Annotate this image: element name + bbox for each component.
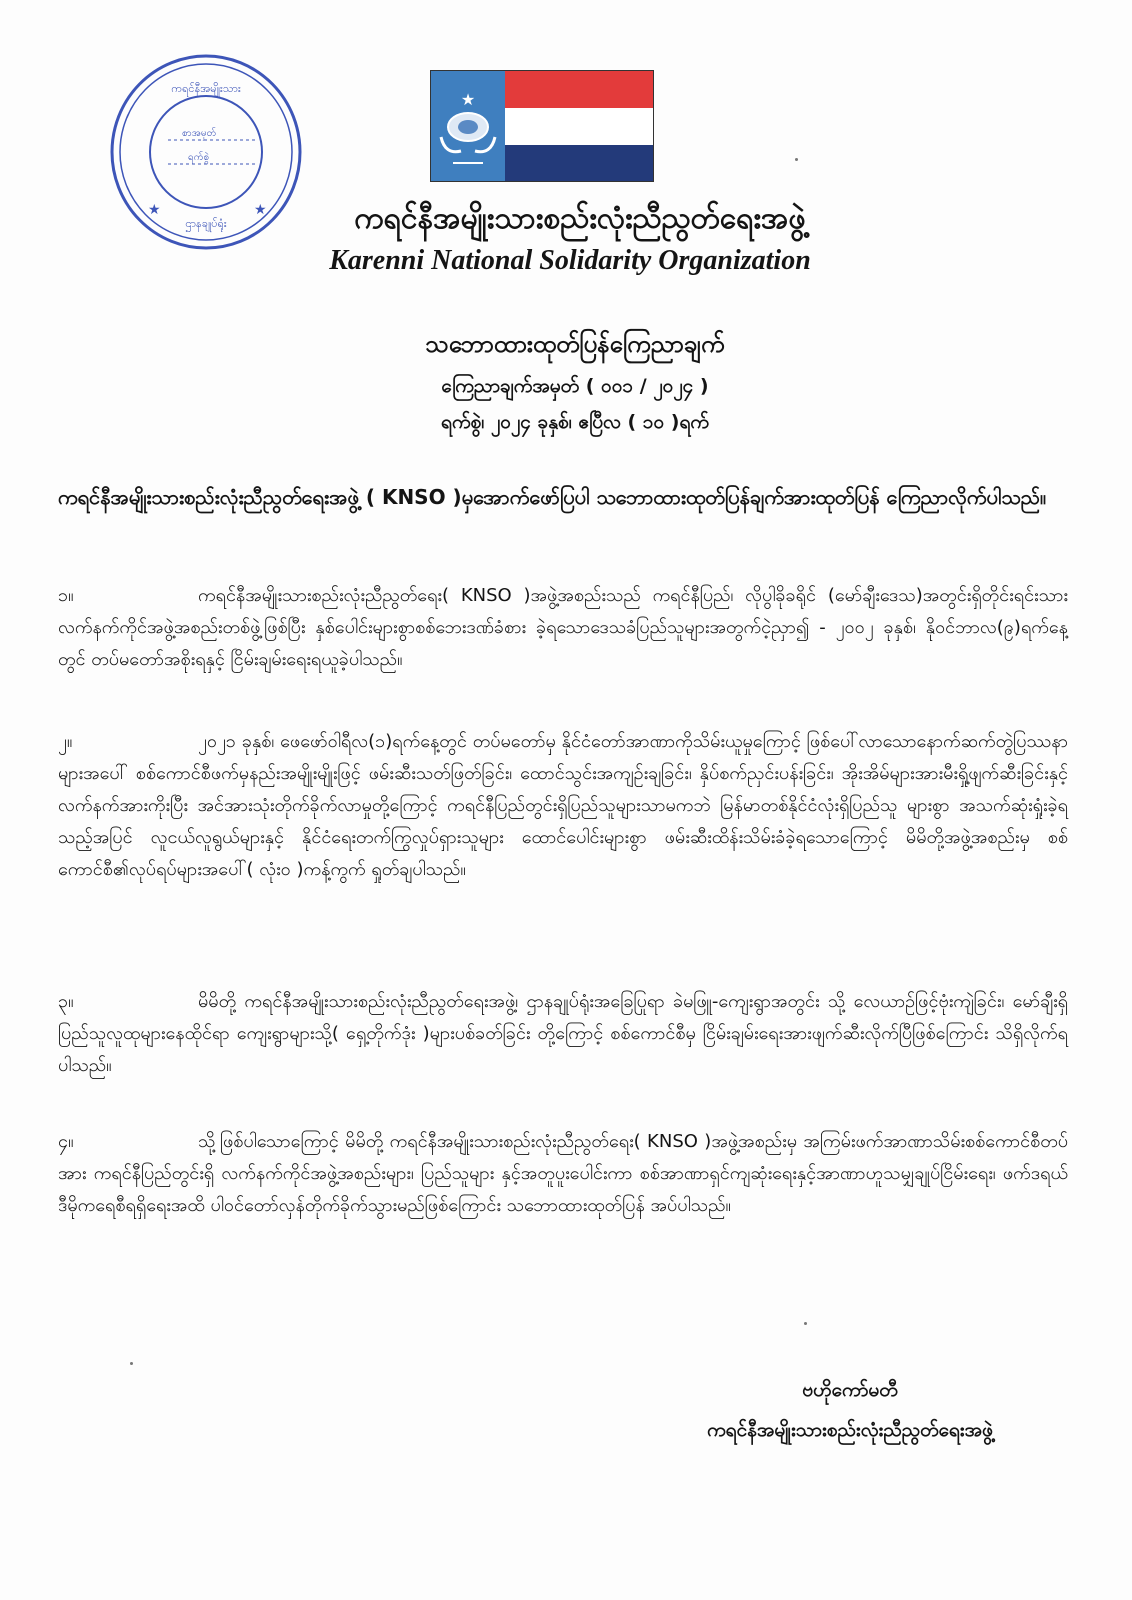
paragraph-1	[58, 580, 1068, 676]
paragraph-number: ၃။	[58, 991, 74, 1012]
paragraph-number: ၂။	[58, 731, 73, 752]
scan-speck	[795, 158, 798, 161]
svg-text:ရက်စွဲ: ရက်စွဲ	[188, 152, 210, 163]
paragraph-3	[58, 986, 1068, 1082]
organization-flag	[430, 70, 654, 182]
paragraph-text: ၂၀၂၁ ခုနှစ်၊ ဖေဖော်ဝါရီလ(၁)ရက်နေ့တွင် တပ်မတော်မှ နိုင်ငံတော်အာဏာကိုသိမ်းယူမှုကြောင့် ဖြစ်ပေါ်လာသောနောက်ဆက်တွဲပြဿနာများအပေါ် စစ်ကောင်စီဖက်မှနည်းအမျိုးမျိုးဖြင့် ဖမ်းဆီးသတ်ဖြတ်ခြင်း၊ ထောင်သွင်းအကျဉ်းချခြင်း၊ နှိပ်စက်ညှင်းပန်းခြင်း၊ အိုးအိမ်များအားမီးရှို့ဖျက်ဆီးခြင်းနှင့် လက်နက်အားကိုးပြီး အင်အားသုံးတိုက်ခိုက်လာမှုတို့ကြောင့် ကရင်နီပြည်တွင်းရှိပြည်သူများသာမကဘဲ မြန်မာတစ်နိုင်ငံလုံးရှိပြည်သူ များစွာ အသက်ဆုံးရှုံးခဲ့ရသည့်အပြင် လူငယ်လူရွယ်များနှင့် နိုင်ငံရေးတက်ကြွလှုပ်ရှားသူများ ထောင်ပေါင်းများစွာ ဖမ်းဆီးထိန်းသိမ်းခံခဲ့ရသောကြောင့် မိမိတို့အဖွဲ့အစည်းမှ စစ်ကောင်စီ၏လုပ်ရပ်များအပေါ်( လုံး၀ )ကန့်ကွက် ရှုတ်ချပါသည်။	[58, 731, 1068, 880]
scan-speck	[804, 1322, 807, 1325]
flag-navy-stripe	[505, 145, 653, 181]
paragraph-number: ၁။	[58, 585, 74, 606]
paragraph-text: မိမိတို့ ကရင်နီအမျိုးသားစည်းလုံးညီညွတ်ရေးအဖွဲ့၊ ဌာနချုပ်ရုံးအခြေပြုရာ ခဲမဖြူ-ကျေးရွာအတွင်း သို့ လေယာဉ်ဖြင့်ဗုံးကျဲခြင်း၊ မော်ချီးရှိပြည်သူလူထုများနေထိုင်ရာ ကျေးရွာများသို့( ရှေ့တိုက်ဒုံး )များပစ်ခတ်ခြင်း တို့ကြောင့် စစ်ကောင်စီမှ ငြိမ်းချမ်းရေးအားဖျက်ဆီးလိုက်ပြီဖြစ်ကြောင်း သိရှိလိုက်ရပါသည်။	[58, 991, 1068, 1076]
org-name-myanmar: ကရင်နီအမျိုးသားစည်းလုံးညီညွတ်ရေးအဖွဲ့	[354, 201, 806, 236]
statement-ref: ကြေညာချက်အမှတ် ( ၀၀၁ / ၂၀၂၄ )	[441, 375, 709, 397]
intro-paragraph: ကရင်နီအမျိုးသားစည်းလုံးညီညွတ်ရေးအဖွဲ့ ( KNSO )မှအောက်ဖော်ပြပါ သဘောထားထုတ်ပြန်ချက်အားထုတ်ပြန် ကြေညာလိုက်ပါသည်။	[58, 485, 1047, 509]
svg-text:ကရင်နီအမျိုးသား: ကရင်နီအမျိုးသား	[171, 82, 241, 95]
org-name-english: Karenni National Solidarity Organization	[329, 245, 811, 276]
paragraph-2	[58, 726, 1068, 886]
svg-text:★: ★	[460, 90, 476, 109]
paragraph-4	[58, 1126, 1068, 1222]
signature-title: ဗဟိုကော်မတီ	[802, 1379, 898, 1401]
statement-heading	[240, 328, 910, 438]
official-seal	[108, 52, 304, 252]
flag-emblem-icon	[431, 71, 505, 181]
flag-white-stripe	[505, 108, 653, 145]
scan-speck	[130, 1362, 133, 1365]
paragraph-text: ကရင်နီအမျိုးသားစည်းလုံးညီညွတ်ရေး( KNSO )အဖွဲ့အစည်းသည် ကရင်နီပြည်၊ လိုပွါခိုခရိုင် (မော်ချီးဒေသ)အတွင်းရှိတိုင်းရင်းသားလက်နက်ကိုင်အဖွဲ့အစည်းတစ်ဖွဲ့ဖြစ်ပြီး နှစ်ပေါင်းများစွာစစ်ဘေးဒဏ်ခံစား ခဲ့ရသောဒေသခံပြည်သူများအတွက်ငဲ့ညှာ၍ - ၂၀၀၂ ခုနှစ်၊ နိုဝင်ဘာလ(၉)ရက်နေ့တွင် တပ်မတော်အစိုးရနှင့် ငြိမ်းချမ်းရေးရယူခဲ့ပါသည်။	[58, 585, 1068, 670]
flag-red-stripe	[505, 71, 653, 108]
svg-text:★: ★	[254, 202, 267, 218]
paragraph-text: သို့ဖြစ်ပါသောကြောင့် မိမိတို့ ကရင်နီအမျိုးသားစည်းလုံးညီညွတ်ရေး( KNSO )အဖွဲ့အစည်းမှ အကြမ်းဖက်အာဏာသိမ်းစစ်ကောင်စီတပ်အား ကရင်နီပြည်တွင်းရှိ လက်နက်ကိုင်အဖွဲ့အစည်းများ၊ ပြည်သူများ နှင့်အတူပူးပေါင်းကာ စစ်အာဏာရှင်ကျဆုံးရေးနှင့်အာဏာဟူသမျှချုပ်ငြိမ်းရေး၊ ဖက်ဒရယ်ဒီမိုကရေစီရရှိရေးအထိ ပါဝင်တော်လှန်တိုက်ခိုက်သွားမည်ဖြစ်ကြောင်း သဘောထားထုတ်ပြန် အပ်ပါသည်။	[58, 1131, 1068, 1216]
svg-text:စာအမှတ်: စာအမှတ်	[182, 128, 217, 139]
svg-text:★: ★	[148, 202, 161, 218]
paragraph-number: ၄။	[58, 1131, 74, 1152]
statement-title: သဘောထားထုတ်ပြန်ကြေညာချက်	[425, 330, 725, 358]
svg-text:ဌာနချုပ်ရုံး: ဌာနချုပ်ရုံး	[185, 217, 227, 230]
signature-org: ကရင်နီအမျိုးသားစည်းလုံးညီညွတ်ရေးအဖွဲ့	[707, 1419, 993, 1441]
signature-block	[640, 1378, 1060, 1446]
statement-date: ရက်စွဲ၊ ၂၀၂၄ ခုနှစ်၊ ဧပြီလ ( ၁၀ )ရက်	[441, 411, 709, 433]
